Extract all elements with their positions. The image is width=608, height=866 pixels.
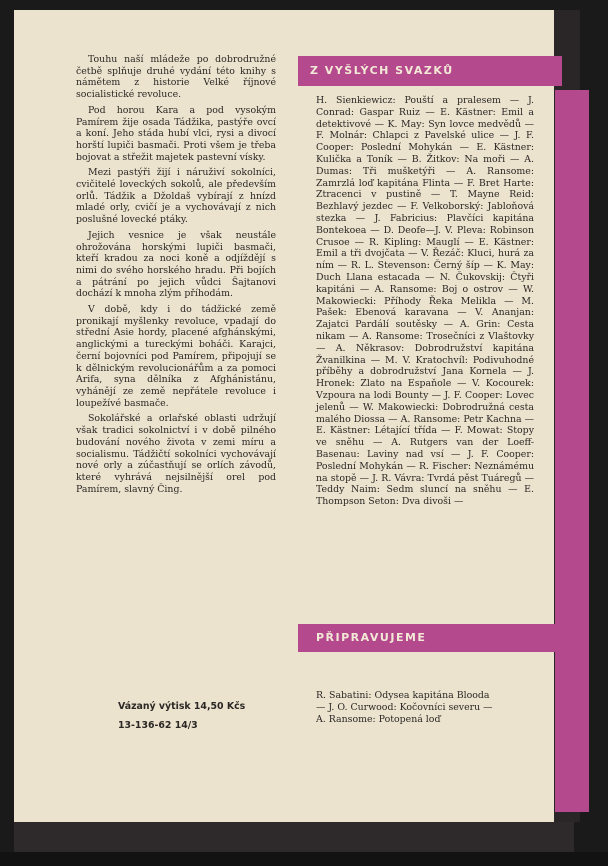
description-paragraph: Jejich vesnice je však neustále ohrožována horskými lupiči basmači, kteří kradou za noci koně a odjíždějí s nimi do svého horského hradu. Při bojích a pátrání po jejich vůdci Šajtanovi dochází k mnoha zlým příhodám. (76, 229, 276, 300)
upcoming-heading-bar (298, 624, 562, 652)
published-heading-bar (298, 56, 562, 86)
description-paragraph: Sokolářské a orlařské oblasti udržují však tradici sokolnictví i v době pilného budování nového života v zemi míru a socialismu. Tádžičtí sokolníci vychovávají nové orly a zúčastňují se orlích závodů, které vyhrává nejsilnější orel pod Pamírem, slavný Čing. (76, 413, 276, 495)
price-block (118, 697, 318, 735)
description-paragraph: V době, kdy i do tádžické země pronikají myšlenky revoluce, vpadají do střední Asie hordy, placené afghánskými, anglickými a tureckými boháči. Karajci, černí bojovníci pod Pamírem, připojují se k dělnickým revolucionářům a za pomoci Arifa, syna dělníka z Afghánistánu, vyhánějí ze země nepřátele revoluce i loupežívé basmače. (76, 304, 276, 409)
upcoming-heading: PŘIPRAVUJEME (316, 631, 427, 644)
price-line: Vázaný výtisk 14,50 Kčs (118, 701, 246, 712)
upcoming-item: R. Sabatini: Odysea kapitána Blooda (316, 690, 490, 701)
book-bottom-edge (14, 822, 574, 852)
upcoming-item: A. Ransome: Potopená loď (316, 713, 441, 725)
published-list (316, 95, 534, 508)
description-paragraph: Mezi pastýři žijí i náruživí sokolníci, cvičitelé loveckých sokolů, ale především orlů. Tádžik a Džoldaš vybírají z hnízd mladé orly, cvičí je a vychovávají z nich poslušné lovecké ptáky. (76, 167, 276, 226)
book-spine-accent (555, 90, 589, 812)
description-paragraph: Pod horou Kara a pod vysokým Pamírem žije osada Tádžika, pastýře ovcí a koní. Jeho stáda hubí vlci, rysi a divocí horští lupiči basmači. Proti všem je třeba bojovat a střežit majetek pastevní vísky. (76, 104, 276, 163)
description-column (76, 54, 276, 499)
published-heading: Z VYŠLÝCH SVAZKŮ (310, 64, 454, 77)
description-paragraph: Touhu naší mládeže po dobrodružné četbě splňuje druhé vydání této knihy s námětem z historie Velké říjnové socialistické revoluce. (76, 54, 276, 101)
published-text: H. Sienkiewicz: Pouští a pralesem — J. Conrad: Gaspar Ruiz — E. Kästner: Emil a detektivové — K. May: Syn lovce medvědů — F. Molnár: Chlapci z Pavelské ulice — J. F. Cooper: Poslední Mohykán — E. Kästner: Kulička a Toník — B. Žitkov: Na moři — A. Dumas: Tři mušketýři — A. Ransome: Zamrzlá loď kapitána Flinta — F. Bret Harte: Ztracenci v pustině — T. Mayne Reid: Bezhlavý jezdec — F. Velkoborský: Jabloňová stezka — J. Fabricius: Plavčíci kapitána Bontekoea — D. Deofe—J. V. Pleva: Robinson Crusoe — R. Kipling: Mauglí — E. Kästner: Emil a tři dvojčata — V. Řezáč: Kluci, hurá za ním — R. L. Stevenson: Černý šíp — K. May: Duch Llana estacada — N. Čukovskij: Čtyři kapitáni — A. Ransome: Boj o ostrov — W. Makowiecki: Příhody Řeka Melikla — M. Pašek: Ebenová karavana — V. Ananjan: Zajatci Pardálí soutěsky — A. Grin: Cesta nikam — A. Ransome: Trosečníci z Vlaštovky — A. Někrasov: Dobrodružství kapitána Žvanilkina — M. V. Kratochvíl: Podivuhodné příběhy a dobrodružství Jana Kornela — J. Hronek: Zlato na Espaňole — V. Kocourek: Vzpoura na lodi Bounty — J. F. Cooper: Lovec jelenů — W. Makowiecki: Dobrodružná cesta malého Diossa — A. Ransome: Petr Kachna — E. Kästner: Létající třída — F. Mowat: Stopy ve sněhu — A. Rutgers van der Loeff-Basenau: Laviny nad vsí — J. F. Cooper: Poslední Mohykán — R. Fischer: Neznámému na stopě — J. R. Vávra: Tvrdá pěst Tuáregů — Teddy Naim: Sedm sluncí na sněhu — E. Thompson Seton: Dva divoši — (316, 95, 534, 508)
catalog-number: 13-136-62 14/3 (118, 720, 198, 731)
upcoming-item: — J. O. Curwood: Kočovníci severu — (316, 701, 493, 713)
book-shadow-edge (0, 852, 608, 866)
upcoming-list (316, 690, 540, 725)
